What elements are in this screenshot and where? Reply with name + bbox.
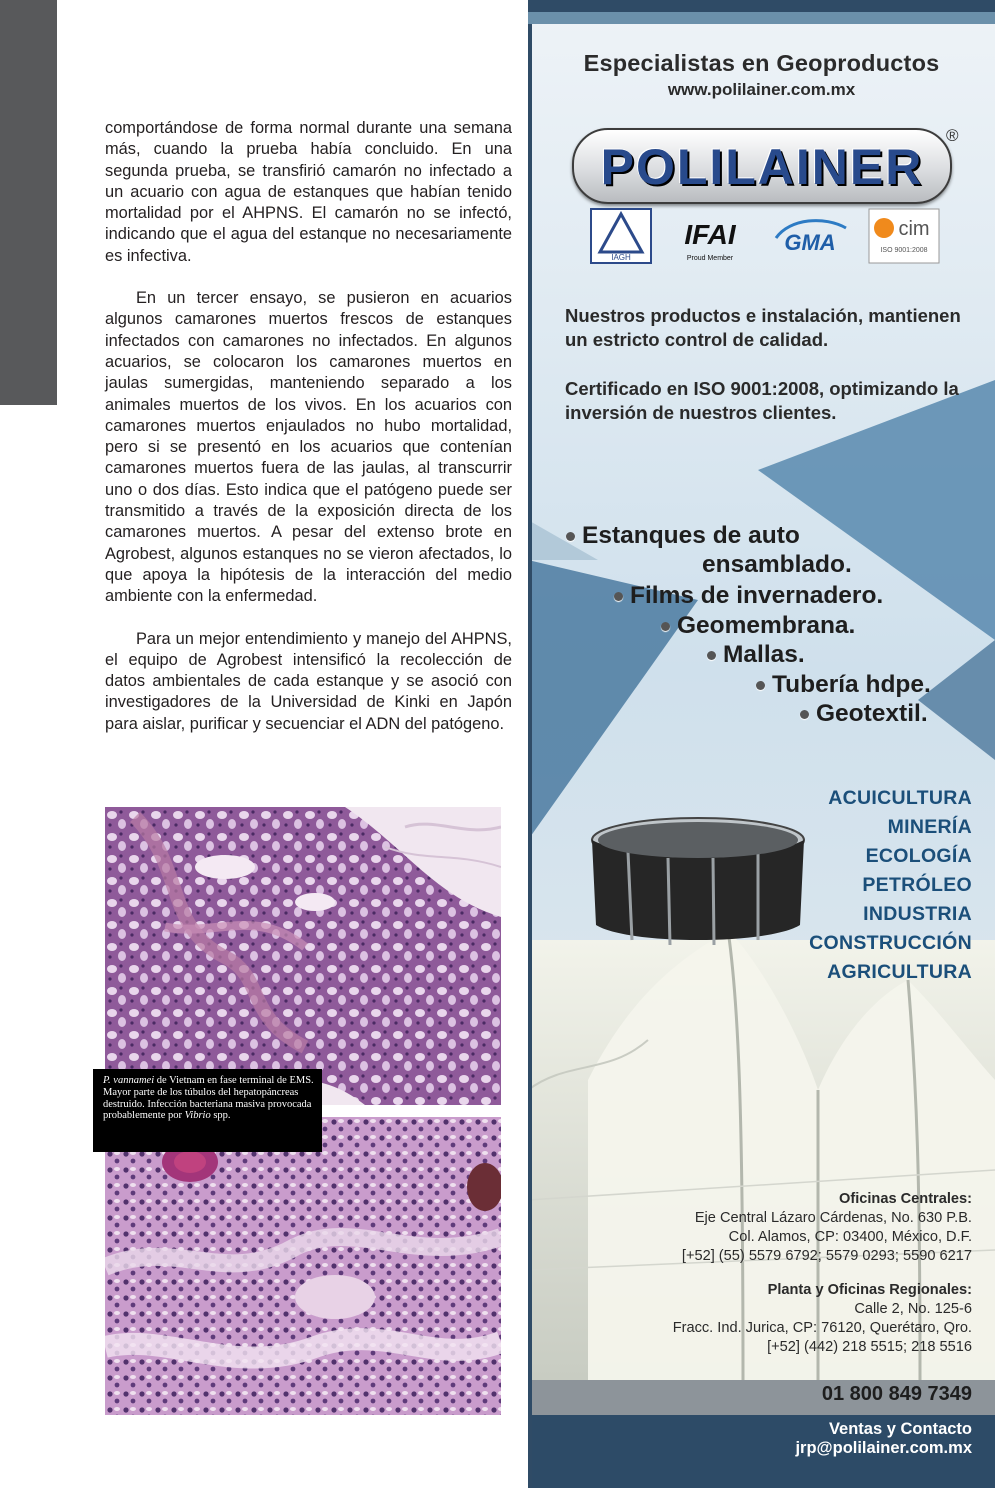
regional-office-address: Calle 2, No. 125-6 <box>854 1301 972 1317</box>
caption-species: P. vannamei <box>103 1075 155 1086</box>
product-label: Mallas. <box>723 641 805 668</box>
cim-sub: ISO 9001:2008 <box>880 247 928 254</box>
quality-statement: Nuestros productos e instalación, mantienen un estricto control de calidad. <box>565 305 961 350</box>
regional-office-phones: [+52] (442) 218 5515; 218 5516 <box>767 1339 972 1355</box>
sector-label: MINERÍA <box>887 816 972 838</box>
ad-left-border <box>528 24 532 1488</box>
article-body <box>105 118 512 756</box>
caption-text-b: spp. <box>210 1110 231 1122</box>
product-item <box>800 700 928 728</box>
cim-label: cim <box>898 218 930 240</box>
histology-photo-bottom <box>105 1117 501 1415</box>
product-label: Estanques de auto <box>582 522 800 549</box>
iso-statement: Certificado en ISO 9001:2008, optimizando la inversión de nuestros clientes. <box>565 378 959 423</box>
brand-name: POLILAINER <box>600 139 924 195</box>
caption-genus: Vibrio <box>184 1110 211 1122</box>
product-label: Geomembrana. <box>677 612 856 639</box>
photo-caption <box>93 1069 322 1152</box>
ifai-logo <box>680 208 740 264</box>
product-label: ensamblado. <box>702 551 852 578</box>
product-item <box>661 612 855 640</box>
bullet-icon <box>614 592 623 601</box>
bullet-icon <box>756 681 765 690</box>
product-item <box>707 641 805 669</box>
histology-photo-top <box>105 807 501 1105</box>
sector-label: ECOLOGÍA <box>865 845 972 867</box>
regional-office <box>673 1281 972 1357</box>
gma-label: GMA <box>784 230 836 255</box>
article-paragraph-2: En un tercer ensayo, se pusieron en acuarios algunos camarones muertos frescos de estanques infectados con camarones no infectados. En algunos acuarios, se colocaron los camarones muertos en jaulas sumergidas, manteniendo separado a los animales muertos de los vivos. En los acuarios con camarones muertos enjaulados no hubo mortalidad, pero si se presentó en los acuarios que contenían camarones muertos fuera de las jaulas, al transcurrir uno o dos días. Esto indica que el patógeno puede ser transmitido a través de la exposición directa de los camarones muertos. A pesar del extenso brote en Agrobest, algunos estanques no se vieron afectados, lo que apoya la hipótesis de la interacción del medio ambiente con la enfermedad. <box>105 289 512 606</box>
ifai-sub: Proud Member <box>686 255 734 262</box>
ad-top-bar-light <box>528 12 995 24</box>
product-label: Geotextil. <box>816 700 928 727</box>
regional-office-city: Fracc. Ind. Jurica, CP: 76120, Querétaro, Qro. <box>672 1320 972 1336</box>
ad-website: www.polilainer.com.mx <box>667 80 856 99</box>
central-office-city: Col. Alamos, CP: 03400, México, D.F. <box>728 1229 972 1245</box>
ad-headline: Especialistas en Geoproductos <box>583 50 940 76</box>
product-label: Films de invernadero. <box>630 582 884 609</box>
article-paragraph-3: Para un mejor entendimiento y manejo del AHPNS, el equipo de Agrobest intensificó la recolección de datos ambientales de cada estanque y se asoció con investigadores de la Universidad de Kinki en Japón para aislar, purificar y secuenciar el ADN del patógeno. <box>105 629 512 733</box>
brand-logo <box>572 128 952 204</box>
ifai-label: IFAI <box>684 219 736 250</box>
sector-label: CONSTRUCCIÓN <box>809 932 972 954</box>
sector-label: PETRÓLEO <box>862 874 972 896</box>
iagh-logo <box>590 208 652 264</box>
iagh-label: IAGH <box>611 253 631 262</box>
regional-office-title: Planta y Oficinas Regionales: <box>767 1282 972 1298</box>
article-paragraph-1: comportándose de forma normal durante una semana más, cuando la prueba había concluido. En una segunda prueba, se transfirió camarón no infectado a un acuario con agua de estanques que habían tenido mortalidad por el AHPNS. El camarón no se infectó, indicando que el agua del estanque no necesariamente es infectiva. <box>105 119 512 265</box>
cim-logo <box>868 208 940 264</box>
sector-label: INDUSTRIA <box>863 903 972 925</box>
registered-mark: ® <box>946 126 959 145</box>
sector-label: ACUICULTURA <box>828 787 972 809</box>
bullet-icon <box>661 622 670 631</box>
certification-logos <box>590 208 940 264</box>
polilainer-advertisement <box>528 0 995 1488</box>
sector-label: AGRICULTURA <box>827 961 972 983</box>
contact-title: Ventas y Contacto <box>828 1420 972 1438</box>
section-side-tab <box>0 0 57 405</box>
central-office-phones: [+52] (55) 5579 6792; 5579 0293; 5590 6217 <box>681 1248 972 1264</box>
bullet-icon <box>800 710 809 719</box>
central-office-address: Eje Central Lázaro Cárdenas, No. 630 P.B. <box>694 1210 972 1226</box>
bullet-icon <box>707 651 716 660</box>
product-item <box>566 522 800 550</box>
product-item <box>756 671 931 699</box>
central-office <box>682 1190 972 1266</box>
caption-text-a: de Vietnam en fase terminal de EMS. Mayor parte de los túbulos del hepatopáncreas destruido. Infección bacteriana masiva provocada probablemente por <box>103 1075 314 1122</box>
product-item <box>614 582 883 610</box>
central-office-title: Oficinas Centrales: <box>838 1191 972 1207</box>
toll-free-phone: 01 800 849 7349 <box>821 1383 972 1405</box>
bullet-icon <box>566 532 575 541</box>
gma-logo <box>770 208 850 264</box>
contact-email: jrp@polilainer.com.mx <box>795 1439 972 1457</box>
product-label: Tubería hdpe. <box>772 671 931 698</box>
product-item-continued <box>702 551 852 579</box>
ad-top-bar <box>528 0 995 12</box>
